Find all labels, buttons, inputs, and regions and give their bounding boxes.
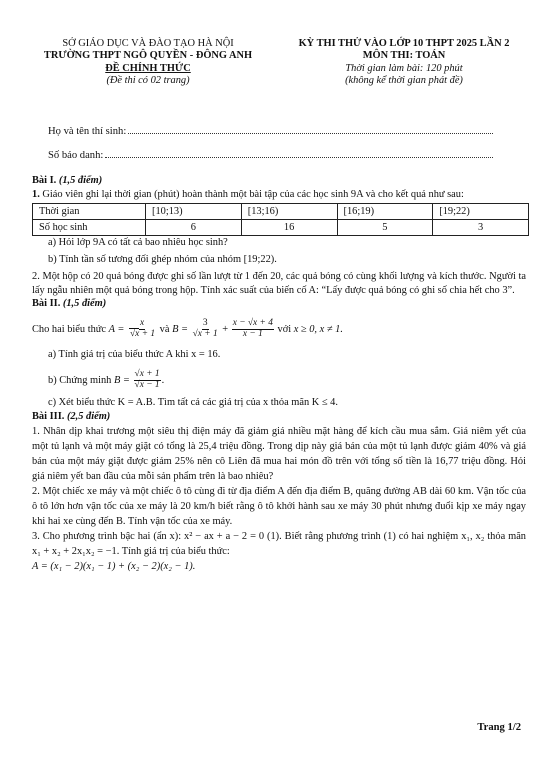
row-label-count: Số học sinh [33, 220, 146, 236]
exam-title: KỲ THI THỬ VÀO LỚP 10 THPT 2025 LẦN 2 [298, 38, 510, 49]
question-1-1b: b) Tính tần số tương đối ghép nhóm của nhóm [19;22). [48, 254, 277, 266]
question-1-1: 1. Giáo viên ghi lại thời gian (phút) hoàn thành một bài tập của các học sinh 9A và cho kết quả như sau: [32, 188, 464, 200]
question-1-2: 2. Một hộp có 20 quả bóng được ghi số lần lượt từ 1 đến 20, các quả bóng có cùng khối lượng và kích thước. Người ta lấy ngẫu nhiên một quả bóng trong hộp. Tính xác suất của biến cố A: “Lấy được quả bóng có ghi số chia hết cho 3”. [32, 270, 526, 296]
question-2-intro: Cho hai biểu thức A = $\frac{x}{√x + 1}$ và B = $\frac{3}{√x + 1}$ + $\frac{x - √x + 4}{x - 1}$ với x ≥ 0, x ≠ 1. [32, 318, 343, 340]
question-1-1a: a) Hỏi lớp 9A có tất cả bao nhiêu học sinh? [48, 237, 228, 249]
fraction-b2: $\frac{x - √x + 4}{x - 1}$ [232, 318, 273, 340]
expression-a: A = (x₁ − 2)(x₁ − 1) + (x₂ − 2)(x₂ − 1). [32, 560, 196, 572]
interval-cell: [16;19) [337, 204, 433, 220]
fraction-a: $\frac{x}{√x + 1}$ [130, 318, 156, 340]
question-2a: a) Tính giá trị của biểu thức A khi x = 16. [48, 348, 221, 360]
count-cell: 16 [241, 220, 337, 236]
header-left [24, 38, 272, 87]
page-count-note: (Đề thi có 02 trang) [106, 74, 190, 86]
section-2-title: Bài II. (1,5 điểm) [32, 298, 107, 310]
count-cell: 5 [337, 220, 433, 236]
page-number: Trang 1/2 [477, 722, 521, 733]
department-name: SỞ GIÁO DỤC VÀ ĐÀO TẠO HÀ NỘI [62, 38, 234, 49]
table-row [33, 220, 529, 236]
count-cell: 3 [433, 220, 529, 236]
interval-cell: [19;22) [433, 204, 529, 220]
header-right [279, 38, 529, 87]
question-3-1: 1. Nhân dịp khai trương một siêu thị điện máy đã giảm giá nhiều mặt hàng để kích cầu mua sắm. Giá niêm yết của một tủ lạnh và một máy giặt có tổng là 25,4 triệu đồng. Trong dịp này giá bán của một tủ lạnh được giảm 40% và giá bán của một máy giặt được giảm 25% nên cô Liên đã mua hai món đồ trên với tổng số tiền là 16,77 triệu đồng. Hỏi giá niêm yết ban đầu của mỗi sản phẩm trên là bao nhiêu? [32, 425, 526, 483]
question-2b: b) Chứng minh B = $\frac{√x + 1}{√x - 1}$ . [48, 368, 165, 390]
question-2c: c) Xét biểu thức K = A.B. Tìm tất cả các giá trị của x thỏa mãn K ≤ 4. [48, 397, 338, 409]
count-cell: 6 [146, 220, 242, 236]
question-3-3: 3. Cho phương trình bậc hai (ẩn x): x² − ax + a − 2 = 0 (1). Biết rằng phương trình (1) có hai nghiệm x₁, x₂ thỏa mãn x₁ + x₂ + 2x₁x₂ = −1. Tính giá trị của biểu thức: [32, 531, 526, 558]
row-label-time: Thời gian [33, 204, 146, 220]
section-1-title: Bài I. (1,5 điểm) [32, 175, 103, 186]
section-3-title: Bài III. (2,5 điểm) [32, 411, 111, 423]
name-label: Họ và tên thí sinh: [48, 126, 127, 137]
interval-cell: [10;13) [146, 204, 242, 220]
exam-content [32, 174, 526, 573]
time-table [32, 203, 529, 236]
exam-header [24, 38, 529, 87]
duration-note: (không kể thời gian phát đề) [345, 74, 463, 86]
duration: Thời gian làm bài: 120 phút [345, 62, 463, 74]
question-3-2: 2. Một chiếc xe máy và một chiếc ô tô cùng đi từ địa điểm A đến địa điểm B, quãng đường AB dài 60 km. Vận tốc của ô tô lớn hơn vận tốc của xe máy là 20 km/h biết rằng ô tô khởi hành sau xe máy 30 phút nhưng đuổi kịp xe máy ngay khi hai xe cùng đến B. Tính vận tốc của xe máy. [32, 486, 526, 528]
interval-cell: [13;16) [241, 204, 337, 220]
table-row [33, 204, 529, 220]
id-label: Số báo danh: [48, 150, 104, 161]
official-label: ĐỀ CHÍNH THỨC [105, 62, 191, 74]
candidate-fields [48, 124, 493, 172]
fraction-proof: $\frac{√x + 1}{√x - 1}$ [134, 368, 160, 390]
school-name: TRƯỜNG THPT NGÔ QUYỀN - ĐÔNG ANH [43, 50, 253, 62]
id-field[interactable] [48, 148, 493, 172]
fraction-b1: $\frac{3}{√x + 1}$ [192, 318, 218, 340]
subject: MÔN THI: TOÁN [362, 50, 446, 62]
name-field[interactable] [48, 124, 493, 148]
